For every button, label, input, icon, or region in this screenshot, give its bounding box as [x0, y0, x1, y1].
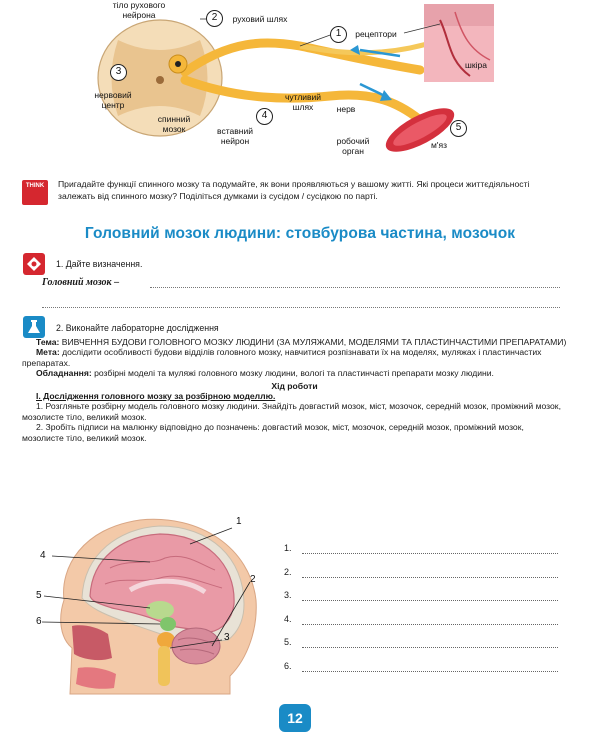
- label-nerve: нерв: [336, 104, 356, 114]
- lab-goal: дослідити особливості будови відділів головного мозку, навчитися розпізнавати їх на моделях, муляжах і пластинчастих препаратах.: [22, 347, 542, 368]
- definition-answer-line[interactable]: [150, 287, 560, 288]
- definition-icon: [23, 253, 45, 275]
- answer-line[interactable]: [302, 624, 558, 625]
- brain-section-illustration: [0, 508, 290, 700]
- figure-number-3: 3: [110, 64, 127, 81]
- head-figure-number-6: 6: [36, 616, 42, 627]
- label-muscle: м'яз: [431, 140, 447, 150]
- figure-number-5: 5: [450, 120, 467, 137]
- section-heading: Головний мозок людини: стовбурова частина, мозочок: [84, 225, 516, 242]
- label-sensory-path: чутливий шлях: [284, 92, 322, 112]
- lab-equipment: розбірні моделі та муляжі головного мозку людини, вологі та пластинчасті препарати мозку людини.: [94, 368, 494, 379]
- task1-title: 1. Дайте визначення.: [56, 259, 143, 269]
- answer-row: [284, 543, 560, 567]
- think-text: Пригадайте функції спинного мозку та подумайте, як вони проявляються у вашому житті. Які процеси життєдіяльності залежать від спинного мозку? Поділіться думками із сусідом / сусідкою по парті.: [58, 179, 530, 201]
- brain-section-figure: [0, 508, 290, 700]
- label-spinal-cord: спинний мозок: [157, 114, 191, 134]
- answer-number: 6.: [284, 660, 292, 671]
- answer-number: 3.: [284, 590, 292, 600]
- answer-row: [284, 590, 560, 614]
- equipment-label: Обладнання:: [36, 368, 92, 379]
- answer-number: 1.: [284, 543, 292, 553]
- think-icon: THINK: [22, 180, 48, 205]
- step-1: 1. Розгляньте розбірну модель головного мозку людини. Знайдіть довгастий мозок, міст, мозочок, середній мозок, проміжний мозок, мозолисте тіло, великий мозок.: [22, 401, 561, 422]
- answer-lines: [284, 543, 560, 684]
- page-number: 12: [279, 704, 311, 732]
- answer-row: [284, 614, 560, 638]
- answer-line[interactable]: [302, 600, 558, 601]
- label-motor-path: руховий шлях: [232, 14, 288, 24]
- step-2: 2. Зробіть підписи на малюнку відповідно до позначень: довгастий мозок, міст, мозочок, середній мозок, проміжний мозок, мозолисте тіло, великий мозок.: [22, 422, 524, 443]
- head-figure-number-1: 1: [236, 516, 242, 527]
- label-receptors: рецептори: [355, 29, 397, 39]
- answer-line[interactable]: [302, 647, 558, 648]
- definition-term: Головний мозок –: [42, 277, 120, 288]
- definition-answer-line[interactable]: [42, 307, 560, 308]
- label-skin: шкіра: [465, 60, 487, 70]
- head-figure-number-3: 3: [224, 632, 230, 643]
- figure-number-1: 1: [330, 26, 347, 43]
- head-figure-number-2: 2: [250, 574, 256, 585]
- answer-line[interactable]: [302, 671, 558, 672]
- head-figure-number-5: 5: [36, 590, 42, 601]
- reflex-arc-illustration: [0, 0, 600, 178]
- goal-label: Мета:: [36, 347, 60, 358]
- answer-row: [284, 661, 560, 685]
- label-interneuron: вставний нейрон: [217, 126, 253, 146]
- figure-number-4: 4: [256, 108, 273, 125]
- label-motor-neuron-body: тіло рухового нейрона: [112, 0, 166, 20]
- think-prompt: [22, 179, 567, 209]
- reflex-arc-figure: [0, 0, 600, 178]
- lab-icon: [23, 316, 45, 338]
- topic-label: Тема:: [36, 337, 60, 347]
- task2-title: 2. Виконайте лабораторне дослідження: [56, 323, 219, 333]
- figure-number-2: 2: [206, 10, 223, 27]
- procedure-title: Хід роботи: [271, 380, 318, 391]
- answer-line[interactable]: [302, 577, 558, 578]
- lab-topic: ВИВЧЕННЯ БУДОВИ ГОЛОВНОГО МОЗКУ ЛЮДИНИ (ЗА МУЛЯЖАМИ, МОДЕЛЯМИ ТА ПЛАСТИНЧАСТИМИ ПРЕПАРАТАМИ): [61, 337, 567, 347]
- label-nerve-center: нервовий центр: [94, 90, 132, 110]
- answer-number: 5.: [284, 637, 292, 647]
- label-effector: робочий орган: [336, 136, 370, 156]
- head-figure-number-4: 4: [40, 550, 46, 561]
- lab-instructions: [22, 337, 567, 443]
- answer-number: 4.: [284, 613, 292, 624]
- answer-row: [284, 637, 560, 661]
- part1-title: І. Дослідження головного мозку за розбірною моделлю.: [36, 391, 276, 402]
- answer-row: [284, 567, 560, 591]
- answer-line[interactable]: [302, 553, 558, 554]
- answer-number: 2.: [284, 566, 292, 577]
